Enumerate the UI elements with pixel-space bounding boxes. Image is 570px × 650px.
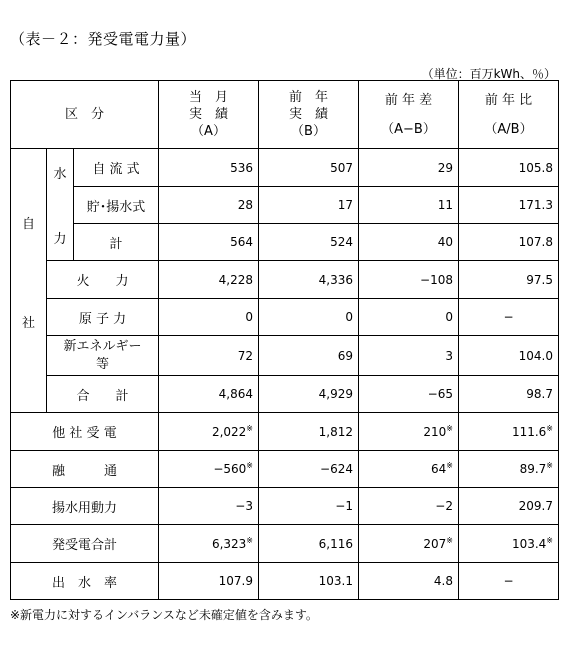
row-label: 揚水用動力 (11, 488, 159, 525)
cell-current: 72 (159, 336, 259, 376)
cell-current: 107.9 (159, 563, 259, 600)
table-row (11, 488, 559, 525)
row-label: 自 流 式 (74, 149, 159, 187)
table-title: （表－２：発受電電力量） (10, 30, 197, 48)
cell-ratio: 104.0 (459, 336, 559, 376)
cell-ratio: 107.8 (459, 224, 559, 261)
row-label: 火 力 (47, 261, 159, 299)
header-previous: 前 年 実 績 （B） (259, 81, 359, 149)
header-diff: 前 年 差 （A−B） (359, 81, 459, 149)
row-label: 原 子 力 (47, 299, 159, 336)
table-row (11, 563, 559, 600)
cell-current: 536 (159, 149, 259, 187)
row-label: 融 通 (11, 451, 159, 488)
table-row (11, 525, 559, 563)
row-label: 貯･揚水式 (74, 187, 159, 224)
cell-previous: 524 (259, 224, 359, 261)
cell-previous: 4,929 (259, 376, 359, 413)
cell-previous: −624 (259, 451, 359, 488)
cell-diff: −65 (359, 376, 459, 413)
unit-label: （単位：百万kWh、％） (421, 67, 556, 81)
cell-previous: 6,116 (259, 525, 359, 563)
cell-ratio: 105.8 (459, 149, 559, 187)
cell-ratio: 97.5 (459, 261, 559, 299)
cell-diff: 207※ (359, 525, 459, 563)
cell-current: −3 (159, 488, 259, 525)
row-label: 発受電合計 (11, 525, 159, 563)
table-row (11, 336, 559, 376)
cell-diff: 40 (359, 224, 459, 261)
cell-current: 2,022※ (159, 413, 259, 451)
cell-current: 4,864 (159, 376, 259, 413)
row-label: 計 (74, 224, 159, 261)
cell-ratio: 98.7 (459, 376, 559, 413)
cell-diff: 64※ (359, 451, 459, 488)
row-label: 他 社 受 電 (11, 413, 159, 451)
cell-ratio: 103.4※ (459, 525, 559, 563)
cell-ratio: − (459, 299, 559, 336)
table-row (11, 224, 559, 261)
header-current: 当 月 実 績 （A） (159, 81, 259, 149)
cell-current: 0 (159, 299, 259, 336)
cell-previous: 69 (259, 336, 359, 376)
cell-diff: 3 (359, 336, 459, 376)
header-row (11, 81, 559, 149)
power-generation-table (10, 80, 559, 600)
cell-current: 6,323※ (159, 525, 259, 563)
own-company-label: 自 社 (11, 149, 47, 413)
cell-ratio: − (459, 563, 559, 600)
row-label: 新エネルギー 等 (47, 336, 159, 376)
hydro-label: 水 力 (47, 149, 74, 261)
cell-previous: 0 (259, 299, 359, 336)
cell-ratio: 111.6※ (459, 413, 559, 451)
cell-ratio: 171.3 (459, 187, 559, 224)
table-row (11, 413, 559, 451)
cell-ratio: 89.7※ (459, 451, 559, 488)
cell-previous: −1 (259, 488, 359, 525)
cell-diff: 210※ (359, 413, 459, 451)
cell-previous: 17 (259, 187, 359, 224)
cell-diff: 11 (359, 187, 459, 224)
table-row (11, 451, 559, 488)
header-category: 区 分 (11, 81, 159, 149)
cell-previous: 4,336 (259, 261, 359, 299)
row-label: 合 計 (47, 376, 159, 413)
cell-diff: 0 (359, 299, 459, 336)
cell-previous: 103.1 (259, 563, 359, 600)
cell-diff: 4.8 (359, 563, 459, 600)
cell-diff: −2 (359, 488, 459, 525)
cell-previous: 507 (259, 149, 359, 187)
table-row (11, 299, 559, 336)
table-row (11, 261, 559, 299)
cell-current: 564 (159, 224, 259, 261)
table-row (11, 187, 559, 224)
row-label: 出 水 率 (11, 563, 159, 600)
cell-current: 4,228 (159, 261, 259, 299)
table-row (11, 149, 559, 187)
header-ratio: 前 年 比 （A/B） (459, 81, 559, 149)
cell-ratio: 209.7 (459, 488, 559, 525)
cell-previous: 1,812 (259, 413, 359, 451)
cell-current: −560※ (159, 451, 259, 488)
table-row (11, 376, 559, 413)
cell-diff: −108 (359, 261, 459, 299)
cell-current: 28 (159, 187, 259, 224)
cell-diff: 29 (359, 149, 459, 187)
footnote: ※新電力に対するインバランスなど未確定値を含みます。 (10, 608, 318, 622)
